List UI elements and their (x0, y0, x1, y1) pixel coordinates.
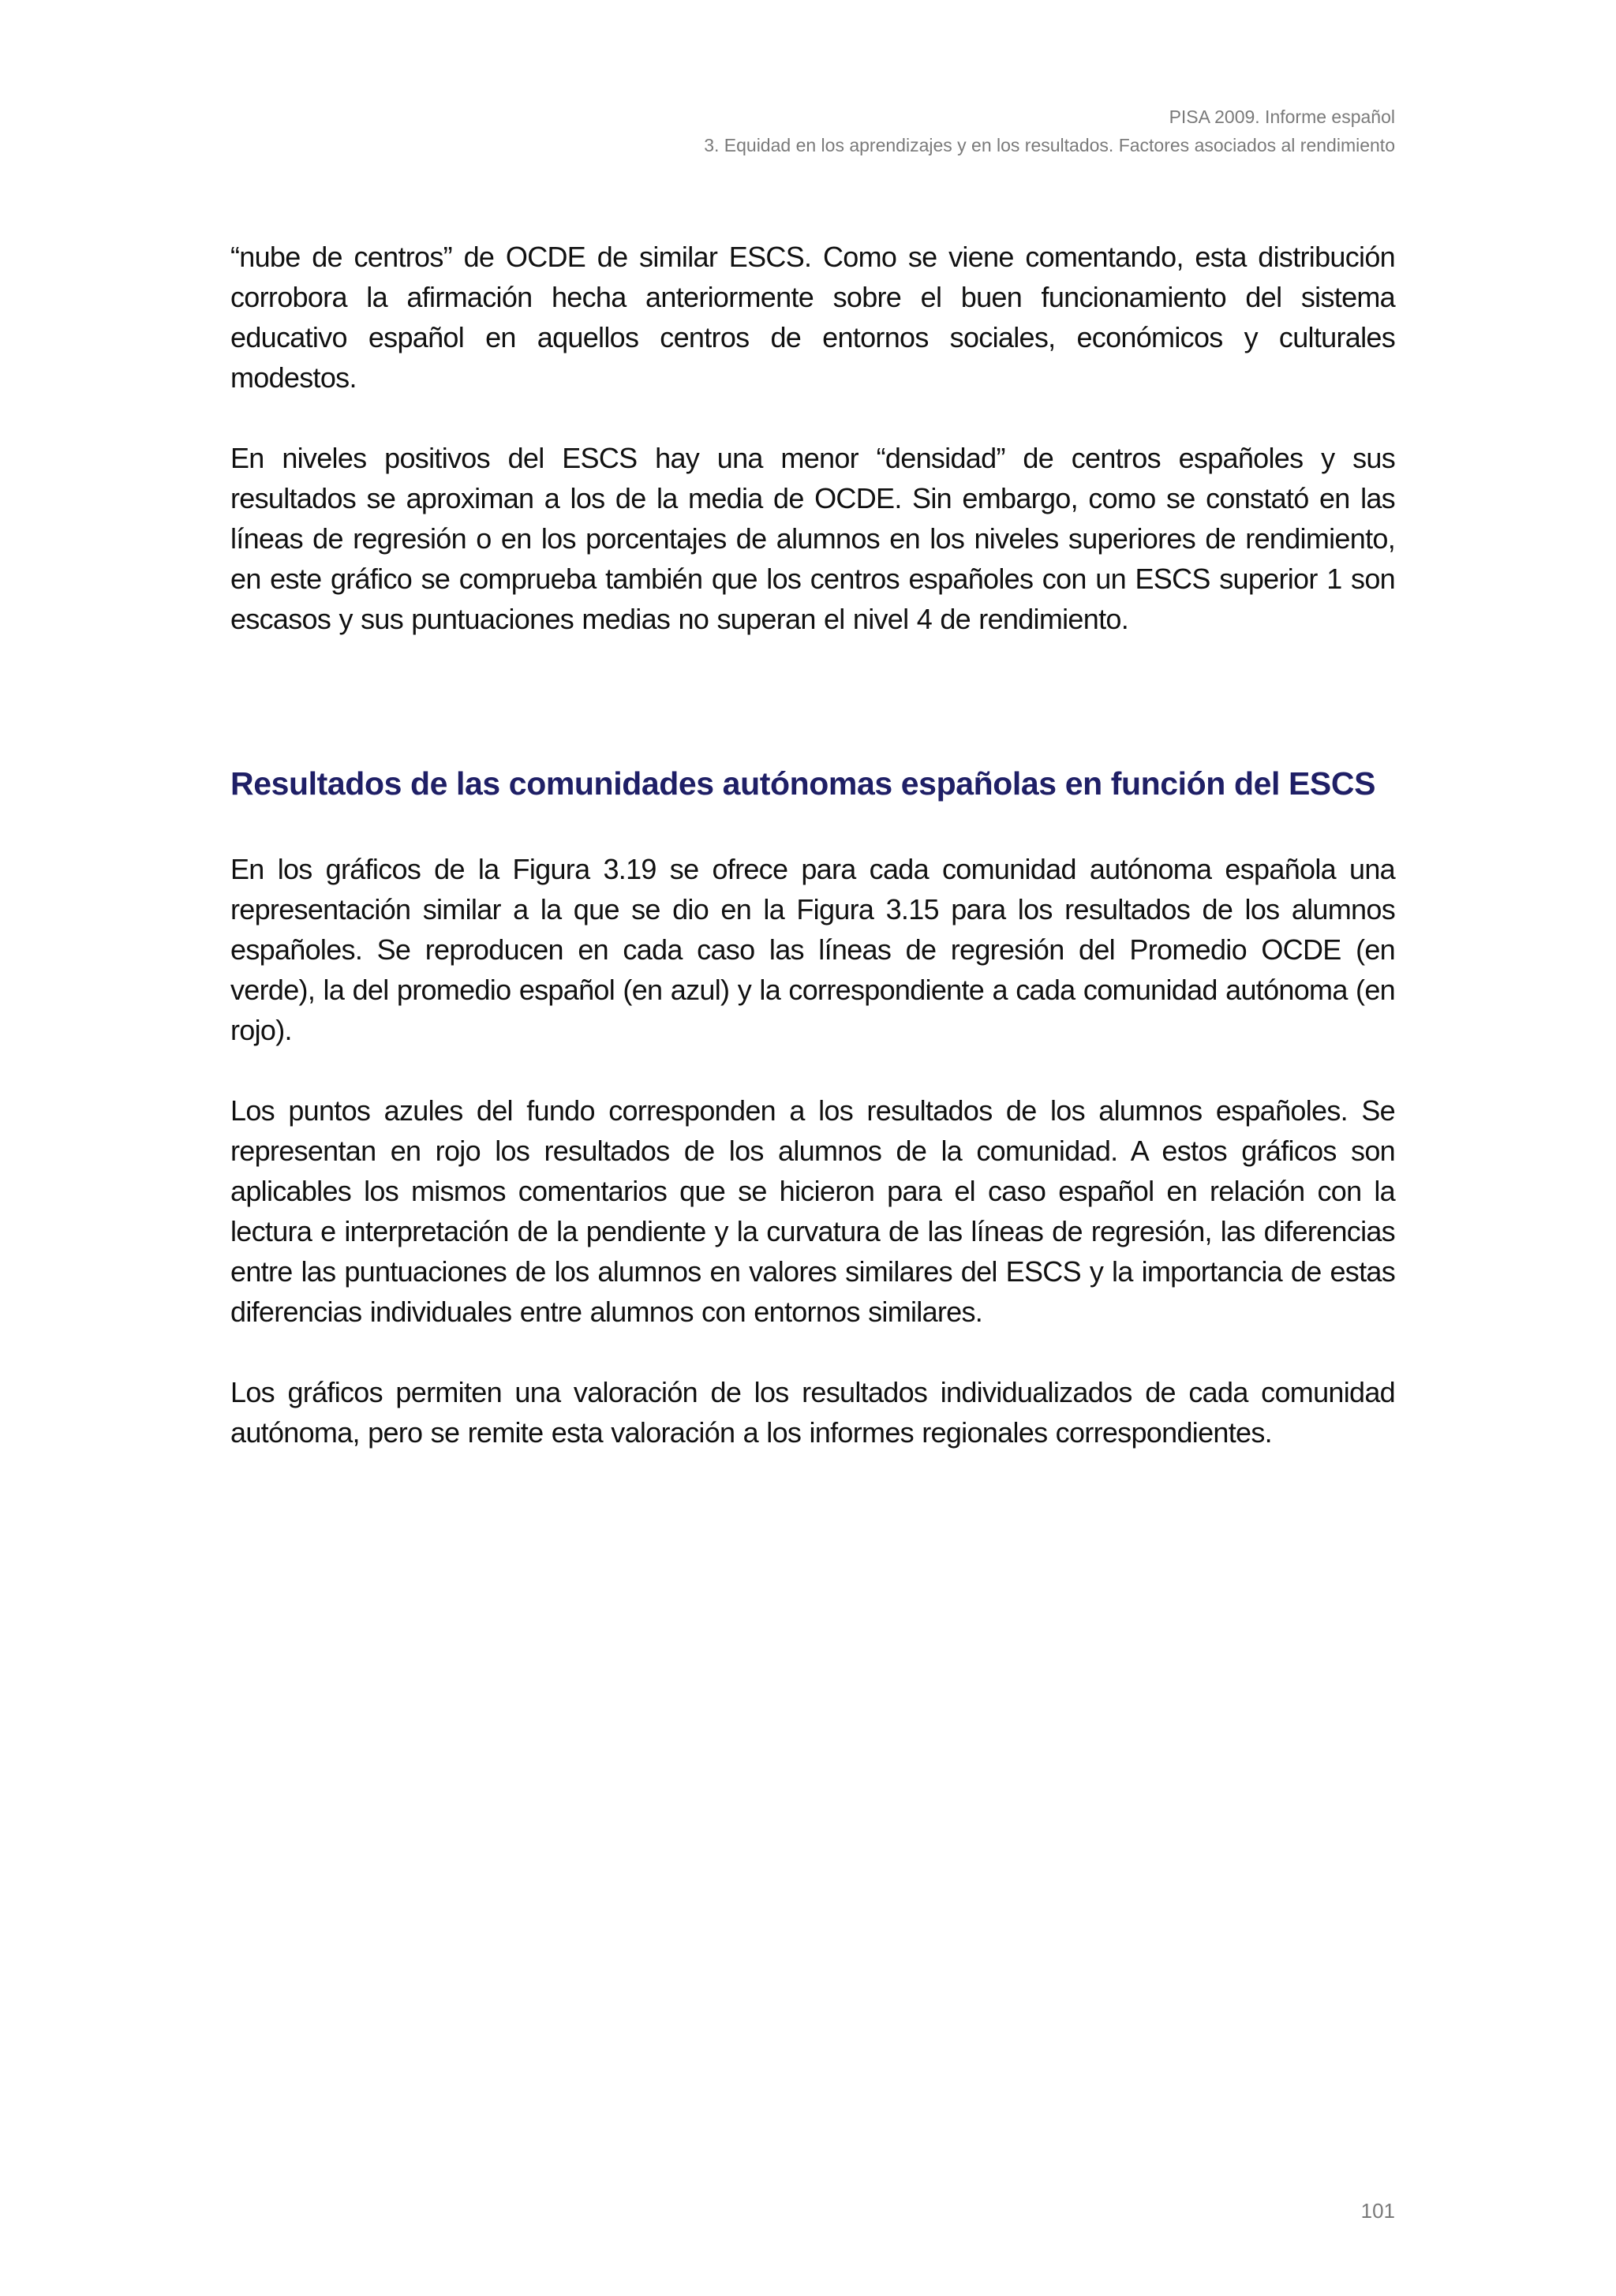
running-header (704, 103, 1395, 159)
paragraph-4: Los puntos azules del fundo corresponden a los resultados de los alumnos españoles. Se representan en rojo los resultados de los alumnos de la comunidad. A estos gráficos son aplicables los mismos comentarios que se hicieron para el caso español en relación con la lectura e interpretación de la pendiente y la curvatura de las líneas de regresión, las diferencias entre las puntuaciones de los alumnos en valores similares del ESCS y la importancia de estas diferencias individuales entre alumnos con entornos similares. (230, 1094, 1395, 1328)
section-heading: Resultados de las comunidades autónomas españolas en función del ESCS (230, 765, 1376, 802)
paragraph-1: “nube de centros” de OCDE de similar ESCS. Como se viene comentando, esta distribución corrobora la afirmación hecha anteriormente sobre el buen funcionamiento del sistema educativo español en aquellos centros de entornos sociales, económicos y culturales modestos. (230, 241, 1395, 394)
header-report-title: PISA 2009. Informe español (1169, 107, 1395, 127)
paragraph-3: En los gráficos de la Figura 3.19 se ofrece para cada comunidad autónoma española una representación similar a la que se dio en la Figura 3.15 para los resultados de los alumnos españoles. Se reproducen en cada caso las líneas de regresión del Promedio OCDE (en verde), la del promedio español (en azul) y la correspondiente a cada comunidad autónoma (en rojo). (230, 853, 1395, 1046)
paragraph-5: Los gráficos permiten una valoración de los resultados individualizados de cada comunidad autónoma, pero se remite esta valoración a los informes regionales correspondientes. (230, 1376, 1395, 1449)
page-body (230, 237, 1395, 1493)
header-chapter-title: 3. Equidad en los aprendizajes y en los resultados. Factores asociados al rendimiento (704, 135, 1395, 155)
paragraph-2: En niveles positivos del ESCS hay una menor “densidad” de centros españoles y sus resultados se aproximan a los de la media de OCDE. Sin embargo, como se constató en las líneas de regresión o en los porcentajes de alumnos en los niveles superiores de rendimiento, en este gráfico se comprueba también que los centros españoles con un ESCS superior 1 son escasos y sus puntuaciones medias no superan el nivel 4 de rendimiento. (230, 442, 1395, 635)
page-number: 101 (1360, 2199, 1395, 2223)
